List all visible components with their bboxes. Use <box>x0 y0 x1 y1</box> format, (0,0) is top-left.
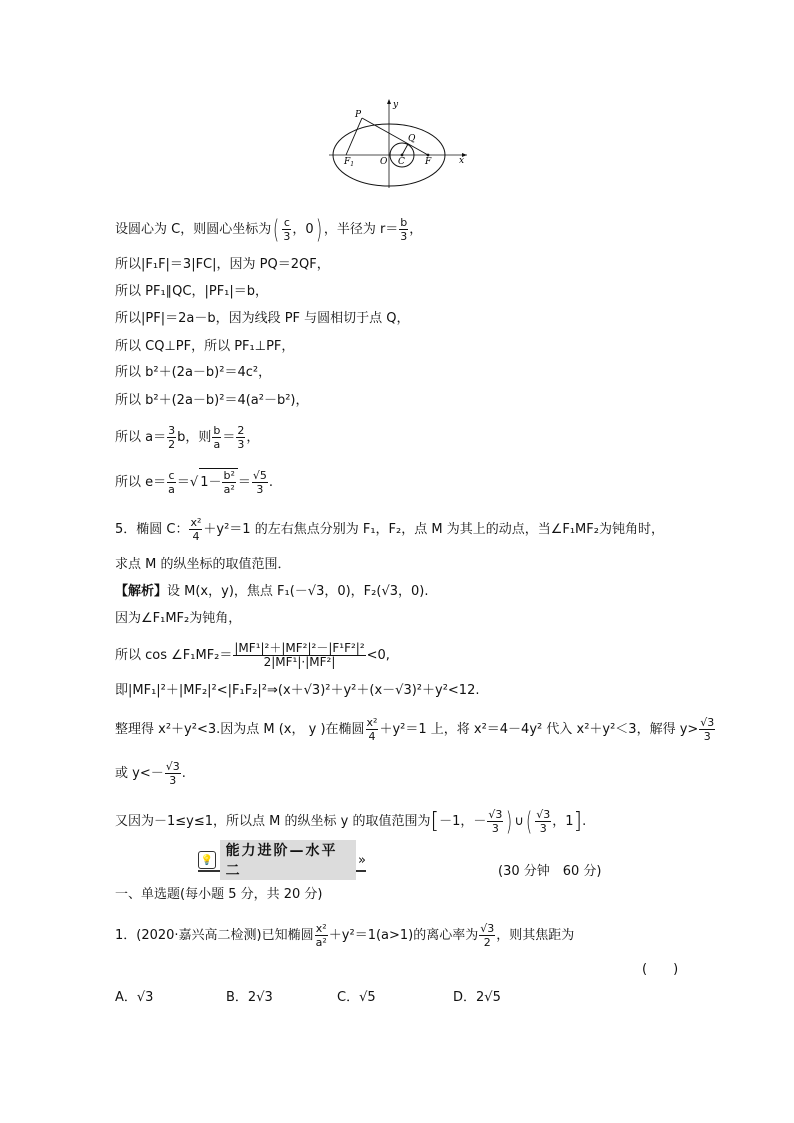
double-chevron-icon: » <box>358 852 366 868</box>
section-timer: (30 分钟 60 分) <box>498 864 602 879</box>
p5-sol-1: 【解析】设 M(x，y)，焦点 F₁(－√3，0)，F₂(√3，0). <box>115 584 429 599</box>
sol-line-2: 所以|F₁F|＝3|FC|，因为 PQ＝2QF， <box>115 257 330 272</box>
answer-paren: ( ) <box>642 962 679 977</box>
sol-line-4: 所以|PF|＝2a－b，因为线段 PF 与圆相切于点 Q， <box>115 311 410 326</box>
option-d[interactable]: D．2√5 <box>453 990 501 1005</box>
section-header <box>198 843 366 879</box>
option-b[interactable]: B．2√3 <box>226 990 273 1005</box>
sol-line-6: 所以 b²＋(2a－b)²＝4c²， <box>115 365 272 380</box>
label-f1: $F_1$ <box>344 157 355 168</box>
point-c <box>401 154 404 157</box>
option-a[interactable]: A．√3 <box>115 990 154 1005</box>
section-heading: 一、单选题(每小题 5 分，共 20 分) <box>115 887 323 902</box>
segment-pf <box>362 118 428 155</box>
label-p: P <box>355 110 362 120</box>
ellipse-figure <box>325 96 473 192</box>
label-x: x <box>459 156 465 166</box>
label-o: O <box>380 157 388 167</box>
p5-sol-5: 整理得 x²＋y²<3.因为点 M (x， y )在椭圆 $\frac{\text{x²}}{4}$ ＋y²＝1 上，将 x²＝4－4y² 代入 x²＋y²＜3，解得 y> $\frac{√3}{3}$ <box>115 716 715 743</box>
segment-pf1 <box>346 118 362 155</box>
sol-line-7: 所以 b²＋(2a－b)²＝4(a²－b²)， <box>115 393 309 408</box>
lightbulb-icon: 💡 <box>198 851 216 869</box>
sol-line-3: 所以 PF₁∥QC，|PF₁|＝b， <box>115 284 269 299</box>
label-f: F <box>425 157 432 167</box>
point-f <box>427 154 430 157</box>
section-title: 能力进阶—水平二 <box>220 840 356 880</box>
p5-sol-6: 或 y<－ $\frac{√3}{3}$ . <box>115 760 186 787</box>
option-c[interactable]: C．√5 <box>337 990 376 1005</box>
frac-b-3: $\frac{b}{3}$ <box>400 216 408 243</box>
y-arrow-icon <box>387 99 391 104</box>
frac-c-3: $\frac{c}{3}$ <box>283 216 291 243</box>
p5-sol-2: 因为∠F₁MF₂为钝角， <box>115 611 242 626</box>
q1-stem: 1．(2020·嘉兴高二检测)已知椭圆 $\frac{\text{x²}}{\text{a²}}$ ＋y²＝1(a>1)的离心率为 $\frac{√3}{2}$ ，则其焦距为 <box>115 922 575 949</box>
p5-sol-3: 所以 cos ∠F₁MF₂＝ $\frac{\text{|MF¹|²＋|MF²|²－|F¹F²|²}}{\text{2|MF¹|·|MF²|}}$ <0, <box>115 641 390 669</box>
segment-cq <box>402 144 408 155</box>
label-y: y <box>393 100 399 110</box>
label-c: C <box>398 157 405 167</box>
sol-line-8: 所以 a＝ $\frac{3}{2}$ b，则 $\frac{b}{a}$ ＝ $\frac{2}{3}$ ， <box>115 424 260 451</box>
p5-question-1: 5．椭圆 C： $\frac{\text{x²}}{4}$ ＋y²＝1 的左右焦点分别为 F₁，F₂，点 M 为其上的动点，当∠F₁MF₂为钝角时， <box>115 516 664 543</box>
p5-sol-7: 又因为－1≤y≤1，所以点 M 的纵坐标 y 的取值范围为[－1，－ $\frac{√3}{3}$ ) ∪( $\frac{√3}{3}$ ，1]. <box>115 806 587 837</box>
sol-line-1: 设圆心为 C，则圆心坐标为( $\frac{c}{3}$ ，0) ，半径为 r＝ $\frac{b}{3}$ ， <box>115 214 423 245</box>
sol-line-5: 所以 CQ⊥PF，所以 PF₁⊥PF， <box>115 339 295 354</box>
label-q: Q <box>408 134 416 144</box>
sol-line-9: 所以 e＝ $\frac{c}{a}$ ＝√ 1－ $\frac{\text{b²}}{\text{a²}}$ ＝ $\frac{√5}{3}$ . <box>115 469 274 496</box>
p5-sol-4: 即|MF₁|²＋|MF₂|²<|F₁F₂|²⇒(x＋√3)²＋y²＋(x－√3)²＋y²<12. <box>115 683 480 698</box>
p5-question-2: 求点 M 的纵坐标的取值范围． <box>115 557 291 572</box>
